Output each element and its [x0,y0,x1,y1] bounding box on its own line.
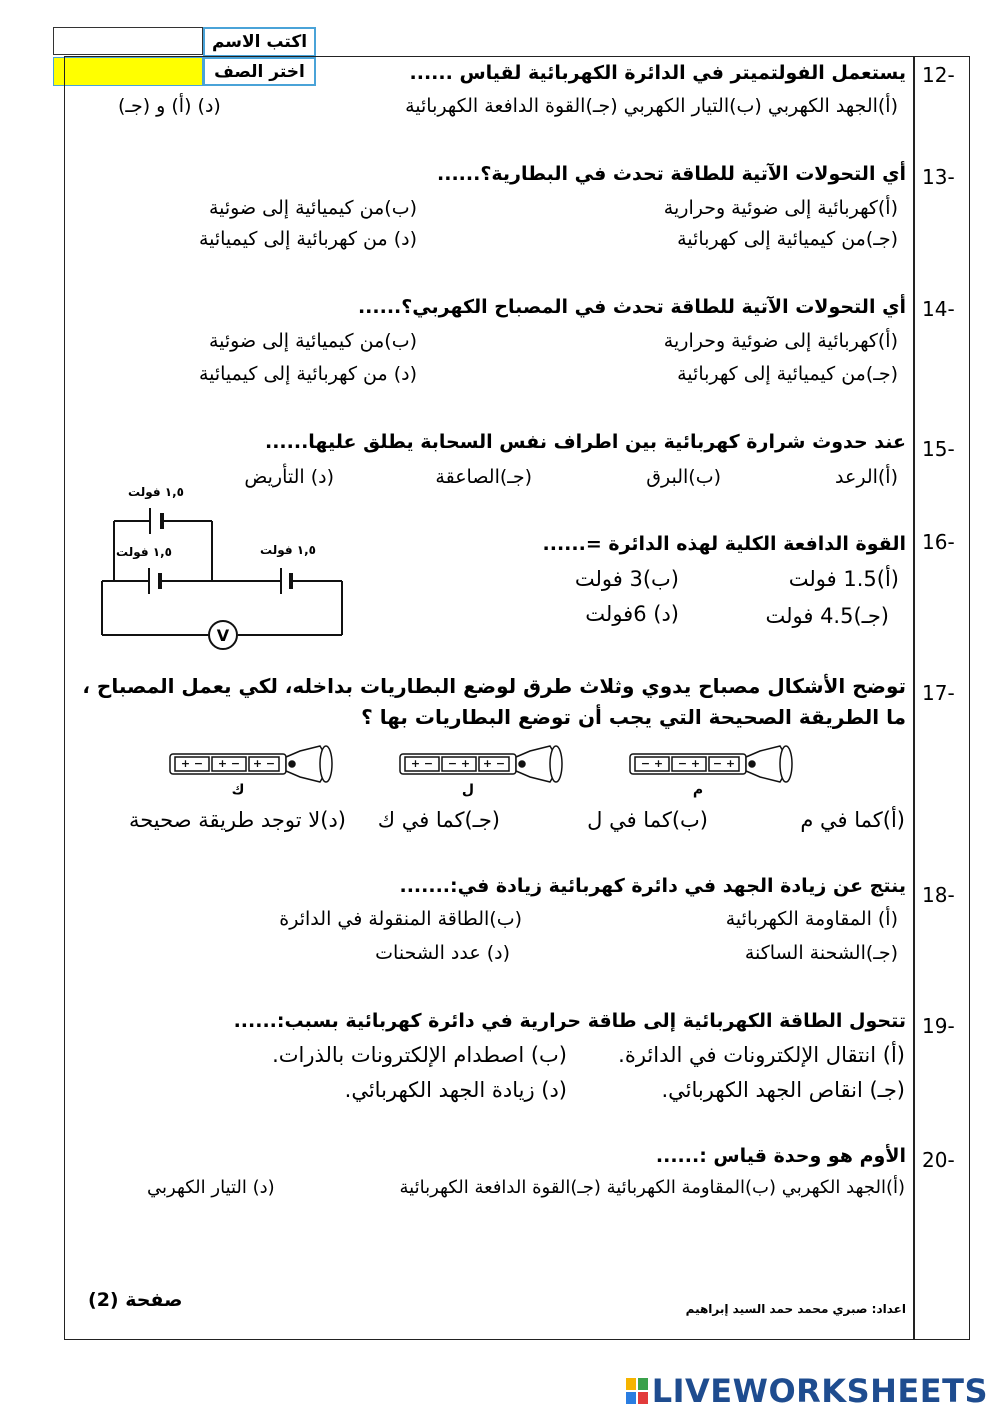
logo-icon [626,1378,648,1404]
svg-text:− +: − + [640,757,664,770]
question-text: تتحول الطاقة الكهربائية إلى طاقة حرارية في دائرة كهربائية بسبب:...... [233,1010,906,1032]
option-text[interactable]: (أ)الجهد الكهربي (ب)التيار الكهربي (جـ)القوة الدافعة الكهربائية [405,95,898,117]
svg-text:− +: − + [677,757,701,770]
option-text[interactable]: (د) من كهربائية إلى كيميائية [198,363,417,385]
option-text[interactable]: (د) 6فولت [585,602,679,626]
name-label: اكتب الاسم [203,27,316,57]
option-text[interactable]: (أ)1.5 فولت [788,567,899,591]
option-text[interactable]: (د) التيار الكهربي [147,1177,275,1198]
option-text[interactable]: (د) من كهربائية إلى كيميائية [198,228,417,250]
option-text[interactable]: (جـ)4.5 فولت [765,604,889,628]
flashlight-label: ك [231,782,245,798]
option-text[interactable]: (د)لا توجد طريقة صحيحة [128,808,346,832]
option-text[interactable]: (جـ)الصاعقة [435,466,532,488]
question-text: الأوم هو وحدة قياس :...... [655,1145,906,1167]
battery-label: ١,٥ فولت [260,543,316,557]
option-text[interactable]: (جـ)كما في ك [377,808,500,832]
page-number: صفحة (2) [88,1289,183,1311]
flashlight-diagrams [160,738,850,800]
question-number: 12- [922,63,955,87]
option-text[interactable]: (أ)كما في م [800,808,905,832]
option-text[interactable]: (ب)من كيميائية إلى ضوئية [208,197,417,219]
question-number: 20- [922,1148,955,1172]
option-text[interactable]: (د) التأريض [244,466,334,488]
question-text: عند حدوث شرارة كهربائية بين اطراف نفس السحابة يطلق عليها...... [264,431,906,453]
option-text[interactable]: (د) عدد الشحنات [375,942,510,964]
question-number: 17- [922,681,955,705]
brand-name: LIVEWORKSHEETS [651,1372,988,1410]
voltmeter-symbol: V [216,626,230,645]
question-number: 18- [922,883,955,907]
circuit-diagram [96,478,356,650]
question-number: 16- [922,530,955,554]
option-text[interactable]: (ب)من كيميائية إلى ضوئية [208,330,417,352]
battery-label: ١,٥ فولت [116,545,172,559]
svg-text:+ −: + − [217,757,241,770]
question-number: 14- [922,297,955,321]
option-text[interactable]: (جـ)من كيميائية إلى كهربائية [677,228,898,250]
option-text[interactable]: (جـ)الشحنة الساكنة [744,942,898,964]
question-number: 13- [922,165,955,189]
option-text[interactable]: (جـ) انقاص الجهد الكهربائي. [661,1078,905,1102]
option-text[interactable]: (أ) انتقال الإلكترونات في الدائرة. [618,1043,905,1067]
name-input[interactable] [53,27,203,55]
option-text[interactable]: (جـ)من كيميائية إلى كهربائية [677,363,898,385]
option-text[interactable]: (د) (أ) و (جـ) [118,95,221,117]
question-text: أي التحولات الآتية للطاقة تحدث في البطارية؟...... [437,163,906,185]
question-number: 19- [922,1014,955,1038]
svg-text:+ −: + − [252,757,276,770]
question-text-line2: ما الطريقة الصحيحة التي يجب أن توضع البطاريات بها ؟ [361,705,906,729]
option-text[interactable]: (ب) اصطدام الإلكترونات بالذرات. [272,1043,567,1067]
svg-text:+ −: + − [482,757,506,770]
option-text[interactable]: (أ)كهربائية إلى ضوئية وحرارية [663,330,898,352]
flashlight-label: م [692,782,704,798]
question-number: 15- [922,437,955,461]
option-text[interactable]: (ب)الطاقة المنقولة في الدائرة [279,908,522,930]
option-text[interactable]: (أ)الجهد الكهربي (ب)المقاومة الكهربائية (جـ)القوة الدافعة الكهربائية [399,1177,905,1198]
class-label: اختر الصف [203,57,316,86]
number-column-divider [913,56,915,1340]
svg-text:− +: − + [447,757,471,770]
option-text[interactable]: (ب)3 فولت [574,567,679,591]
author-credit: اعداد: صبري محمد حمد السيد إبراهيم [685,1302,906,1316]
option-text[interactable]: (أ)الرعد [835,466,898,488]
question-text: القوة الدافعة الكلية لهذه الدائرة =...... [542,533,906,555]
battery-label: ١,٥ فولت [128,485,184,499]
question-text: أي التحولات الآتية للطاقة تحدث في المصباح الكهربي؟...... [357,296,906,318]
option-text[interactable]: (ب)البرق [646,466,721,488]
option-text[interactable]: (أ) المقاومة الكهربائية [725,908,898,930]
svg-text:+ −: + − [410,757,434,770]
question-text: ينتج عن زيادة الجهد في دائرة كهربائية زيادة في:....... [399,875,906,897]
flashlight-label: ل [461,782,475,798]
option-text[interactable]: (أ)كهربائية إلى ضوئية وحرارية [663,197,898,219]
option-text[interactable]: (د) زيادة الجهد الكهربائي. [344,1078,567,1102]
liveworksheets-logo[interactable] [626,1372,988,1410]
question-text: يستعمل الفولتميتر في الدائرة الكهربائية لقياس ...... [409,62,906,84]
option-text[interactable]: (ب)كما في ل [587,808,708,832]
svg-text:− +: − + [712,757,736,770]
question-text: توضح الأشكال مصباح يدوي وثلاث طرق لوضع البطاريات بداخله، لكي يعمل المصباح ، [82,674,906,698]
svg-text:+ −: + − [180,757,204,770]
